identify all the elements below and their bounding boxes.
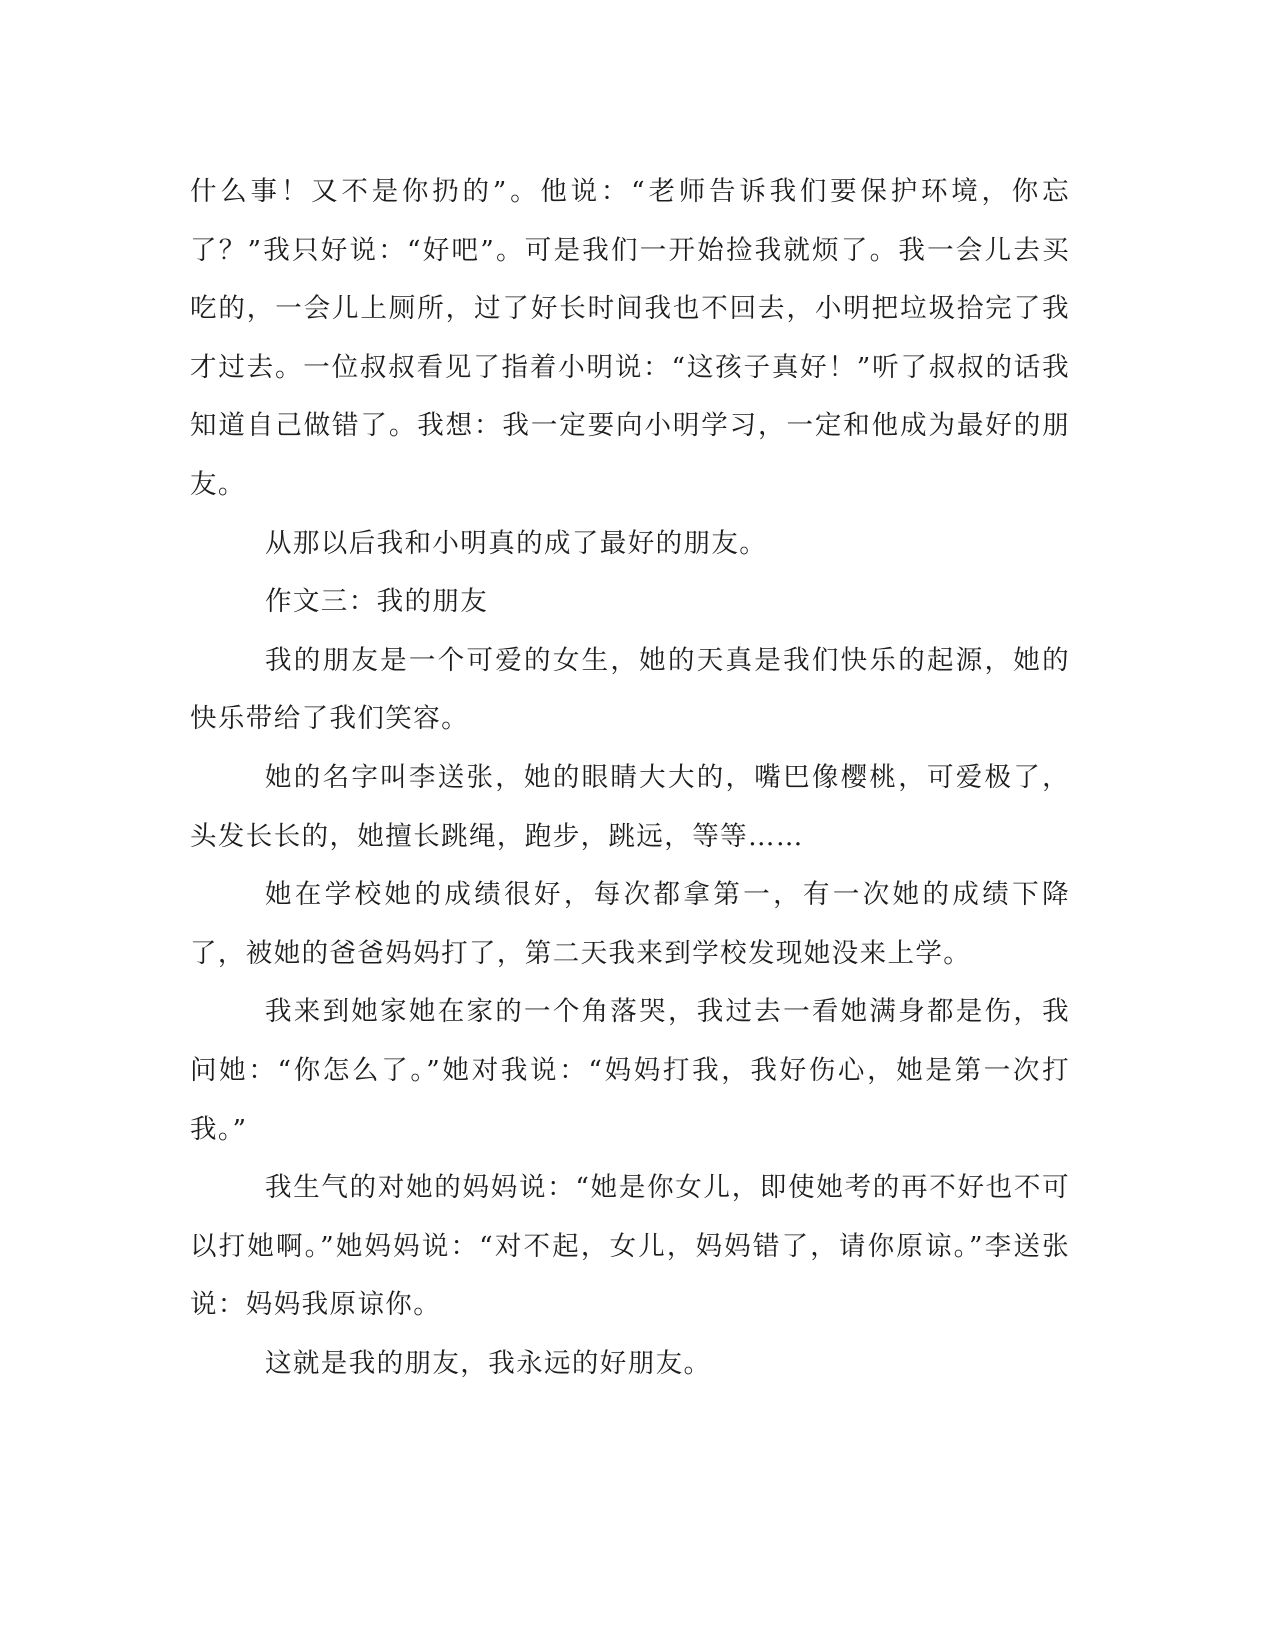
paragraph: 她在学校她的成绩很好，每次都拿第一，有一次她的成绩下降了，被她的爸爸妈妈打了，第二天我来到学校发现她没来上学。 bbox=[190, 879, 1070, 969]
paragraph-continued: 什么事！又不是你扔的”。他说：“老师告诉我们要保护环境，你忘了？”我只好说：“好吧”。可是我们一开始捡我就烦了。我一会儿去买吃的，一会儿上厕所，过了好长时间我也不回去，小明把垃圾拾完了我才过去。一位叔叔看见了指着小明说：“这孩子真好！”听了叔叔的话我知道自己做错了。我想：我一定要向小明学习，一定和他成为最好的朋友。 bbox=[190, 176, 1070, 500]
essay-heading: 作文三：我的朋友 bbox=[265, 586, 489, 618]
paragraph: 我的朋友是一个可爱的女生，她的天真是我们快乐的起源，她的快乐带给了我们笑容。 bbox=[190, 644, 1070, 735]
paragraph: 这就是我的朋友，我永远的好朋友。 bbox=[265, 1347, 712, 1379]
paragraph: 我生气的对她的妈妈说：“她是你女儿，即使她考的再不好也不可以打她啊。”她妈妈说：“对不起，女儿，妈妈错了，请你原谅。”李送张说：妈妈我原谅你。 bbox=[190, 1172, 1070, 1321]
paragraph: 她的名字叫李送张，她的眼睛大大的，嘴巴像樱桃，可爱极了，头发长长的，她擅长跳绳，跑步，跳远，等等…… bbox=[190, 761, 1070, 852]
essay-body bbox=[190, 163, 1070, 1393]
paragraph: 从那以后我和小明真的成了最好的朋友。 bbox=[265, 527, 768, 559]
paragraph: 我来到她家她在家的一个角落哭，我过去一看她满身都是伤，我问她：“你怎么了。”她对我说：“妈妈打我，我好伤心，她是第一次打我。” bbox=[190, 996, 1070, 1145]
